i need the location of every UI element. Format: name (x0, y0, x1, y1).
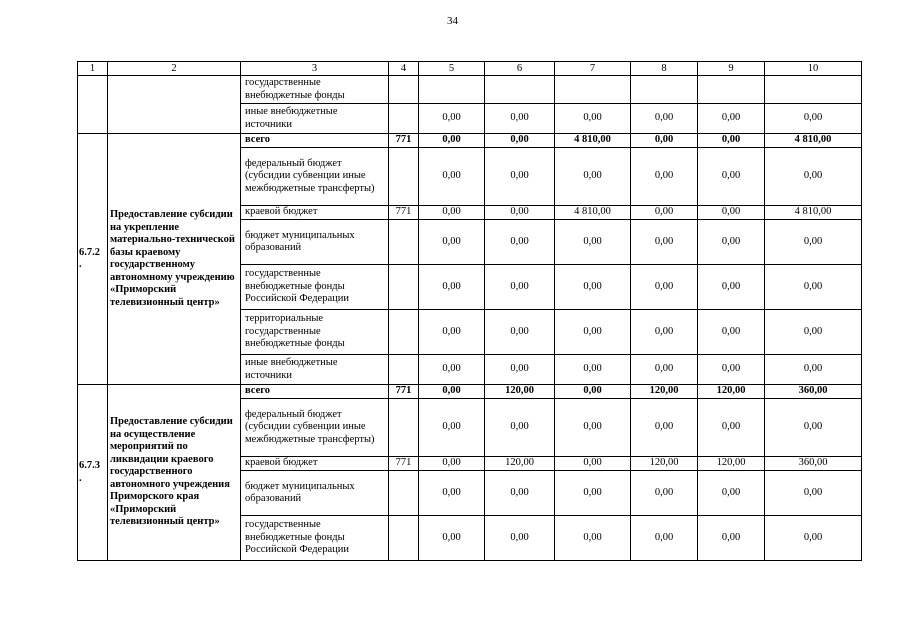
funding-source-cell: государственные внебюджетные фонды Российской Федерации (241, 516, 389, 561)
budget-code-cell: 771 (389, 385, 419, 399)
amount-cell: 0,00 (555, 104, 631, 134)
amount-cell: 0,00 (485, 399, 555, 457)
amount-cell: 120,00 (698, 457, 765, 471)
budget-code-cell (389, 399, 419, 457)
funding-source-cell: краевой бюджет (241, 457, 389, 471)
amount-cell: 0,00 (555, 265, 631, 310)
budget-code-cell (389, 104, 419, 134)
amount-cell: 0,00 (698, 471, 765, 516)
budget-code-cell (389, 516, 419, 561)
amount-cell: 0,00 (555, 148, 631, 206)
amount-cell: 0,00 (485, 220, 555, 265)
amount-cell: 360,00 (765, 457, 862, 471)
funding-source-cell: бюджет муниципальных образований (241, 220, 389, 265)
amount-cell (698, 76, 765, 104)
item-description-cell: Предоставление субсидии на укрепление материально-технической базы краевому государственному автономному учреждению «Приморский телевизионный центр» (108, 134, 241, 385)
budget-code-cell (389, 148, 419, 206)
amount-cell: 0,00 (631, 104, 698, 134)
header-cell: 5 (419, 62, 485, 76)
amount-cell: 0,00 (485, 516, 555, 561)
funding-source-cell: федеральный бюджет (субсидии субвенции иные межбюджетные трансферты) (241, 399, 389, 457)
amount-cell: 0,00 (765, 148, 862, 206)
amount-cell: 120,00 (698, 385, 765, 399)
amount-cell: 0,00 (698, 134, 765, 148)
item-number-cell: 6.7.3 . (78, 385, 108, 561)
budget-code-cell (389, 471, 419, 516)
amount-cell: 0,00 (698, 104, 765, 134)
item-number-cell (78, 76, 108, 134)
amount-cell: 0,00 (555, 399, 631, 457)
table-row (78, 385, 862, 399)
amount-cell (765, 76, 862, 104)
header-cell: 3 (241, 62, 389, 76)
amount-cell: 0,00 (631, 206, 698, 220)
page-number: 34 (447, 15, 458, 27)
amount-cell: 0,00 (698, 355, 765, 385)
amount-cell: 0,00 (631, 148, 698, 206)
amount-cell: 0,00 (765, 220, 862, 265)
amount-cell: 0,00 (631, 516, 698, 561)
amount-cell (631, 76, 698, 104)
header-cell: 7 (555, 62, 631, 76)
amount-cell: 0,00 (555, 516, 631, 561)
amount-cell: 0,00 (485, 355, 555, 385)
amount-cell: 0,00 (698, 516, 765, 561)
funding-source-cell: государственные внебюджетные фонды Российской Федерации (241, 265, 389, 310)
amount-cell: 0,00 (631, 134, 698, 148)
amount-cell: 0,00 (631, 355, 698, 385)
amount-cell: 0,00 (631, 471, 698, 516)
amount-cell: 0,00 (555, 310, 631, 355)
funding-source-cell: всего (241, 134, 389, 148)
amount-cell: 0,00 (419, 265, 485, 310)
budget-table (77, 61, 862, 561)
amount-cell: 0,00 (419, 516, 485, 561)
amount-cell: 0,00 (485, 148, 555, 206)
amount-cell: 120,00 (485, 457, 555, 471)
amount-cell: 0,00 (419, 134, 485, 148)
budget-code-cell (389, 355, 419, 385)
amount-cell: 0,00 (765, 355, 862, 385)
amount-cell: 0,00 (419, 220, 485, 265)
amount-cell: 0,00 (419, 148, 485, 206)
header-cell: 10 (765, 62, 862, 76)
amount-cell: 0,00 (419, 206, 485, 220)
amount-cell: 0,00 (698, 148, 765, 206)
funding-source-cell: территориальные государственные внебюджетные фонды (241, 310, 389, 355)
budget-code-cell (389, 76, 419, 104)
amount-cell: 120,00 (485, 385, 555, 399)
amount-cell: 0,00 (698, 220, 765, 265)
funding-source-cell: иные внебюджетные источники (241, 355, 389, 385)
amount-cell: 0,00 (555, 471, 631, 516)
funding-source-cell: государственные внебюджетные фонды (241, 76, 389, 104)
amount-cell: 0,00 (555, 457, 631, 471)
budget-code-cell (389, 265, 419, 310)
amount-cell: 4 810,00 (765, 206, 862, 220)
table-row (78, 76, 862, 104)
amount-cell: 360,00 (765, 385, 862, 399)
amount-cell (485, 76, 555, 104)
funding-source-cell: иные внебюджетные источники (241, 104, 389, 134)
amount-cell: 0,00 (698, 399, 765, 457)
amount-cell: 0,00 (765, 310, 862, 355)
amount-cell (555, 76, 631, 104)
amount-cell: 4 810,00 (555, 206, 631, 220)
amount-cell: 0,00 (485, 265, 555, 310)
item-description-cell (108, 76, 241, 134)
budget-code-cell (389, 310, 419, 355)
amount-cell: 0,00 (485, 104, 555, 134)
amount-cell: 0,00 (485, 134, 555, 148)
amount-cell: 0,00 (419, 457, 485, 471)
budget-code-cell (389, 220, 419, 265)
amount-cell: 0,00 (765, 104, 862, 134)
header-cell: 4 (389, 62, 419, 76)
amount-cell: 0,00 (419, 471, 485, 516)
amount-cell: 0,00 (765, 516, 862, 561)
amount-cell: 0,00 (419, 385, 485, 399)
table-body (78, 62, 862, 561)
header-cell: 6 (485, 62, 555, 76)
amount-cell: 0,00 (419, 355, 485, 385)
budget-code-cell: 771 (389, 206, 419, 220)
item-description-cell: Предоставление субсидии на осуществление мероприятий по ликвидации краевого государственного автономного учреждения Приморского края «Приморский телевизионный центр» (108, 385, 241, 561)
amount-cell: 0,00 (485, 310, 555, 355)
amount-cell: 0,00 (419, 399, 485, 457)
amount-cell: 0,00 (765, 399, 862, 457)
amount-cell: 4 810,00 (555, 134, 631, 148)
amount-cell: 120,00 (631, 385, 698, 399)
amount-cell: 0,00 (765, 471, 862, 516)
amount-cell: 0,00 (555, 385, 631, 399)
header-cell: 2 (108, 62, 241, 76)
funding-source-cell: всего (241, 385, 389, 399)
amount-cell: 0,00 (631, 220, 698, 265)
amount-cell: 0,00 (765, 265, 862, 310)
amount-cell: 0,00 (631, 265, 698, 310)
funding-source-cell: федеральный бюджет (субсидии субвенции иные межбюджетные трансферты) (241, 148, 389, 206)
amount-cell: 0,00 (631, 310, 698, 355)
header-cell: 9 (698, 62, 765, 76)
amount-cell: 0,00 (698, 265, 765, 310)
funding-source-cell: бюджет муниципальных образований (241, 471, 389, 516)
amount-cell: 0,00 (698, 206, 765, 220)
amount-cell: 0,00 (419, 104, 485, 134)
amount-cell: 0,00 (555, 355, 631, 385)
amount-cell: 0,00 (698, 310, 765, 355)
amount-cell: 0,00 (419, 310, 485, 355)
item-number-cell: 6.7.2 . (78, 134, 108, 385)
header-cell: 1 (78, 62, 108, 76)
header-cell: 8 (631, 62, 698, 76)
funding-source-cell: краевой бюджет (241, 206, 389, 220)
amount-cell: 120,00 (631, 457, 698, 471)
amount-cell: 0,00 (485, 471, 555, 516)
table-header-row (78, 62, 862, 76)
amount-cell: 0,00 (485, 206, 555, 220)
amount-cell: 4 810,00 (765, 134, 862, 148)
amount-cell: 0,00 (631, 399, 698, 457)
table-row (78, 134, 862, 148)
budget-code-cell: 771 (389, 134, 419, 148)
amount-cell (419, 76, 485, 104)
budget-code-cell: 771 (389, 457, 419, 471)
amount-cell: 0,00 (555, 220, 631, 265)
